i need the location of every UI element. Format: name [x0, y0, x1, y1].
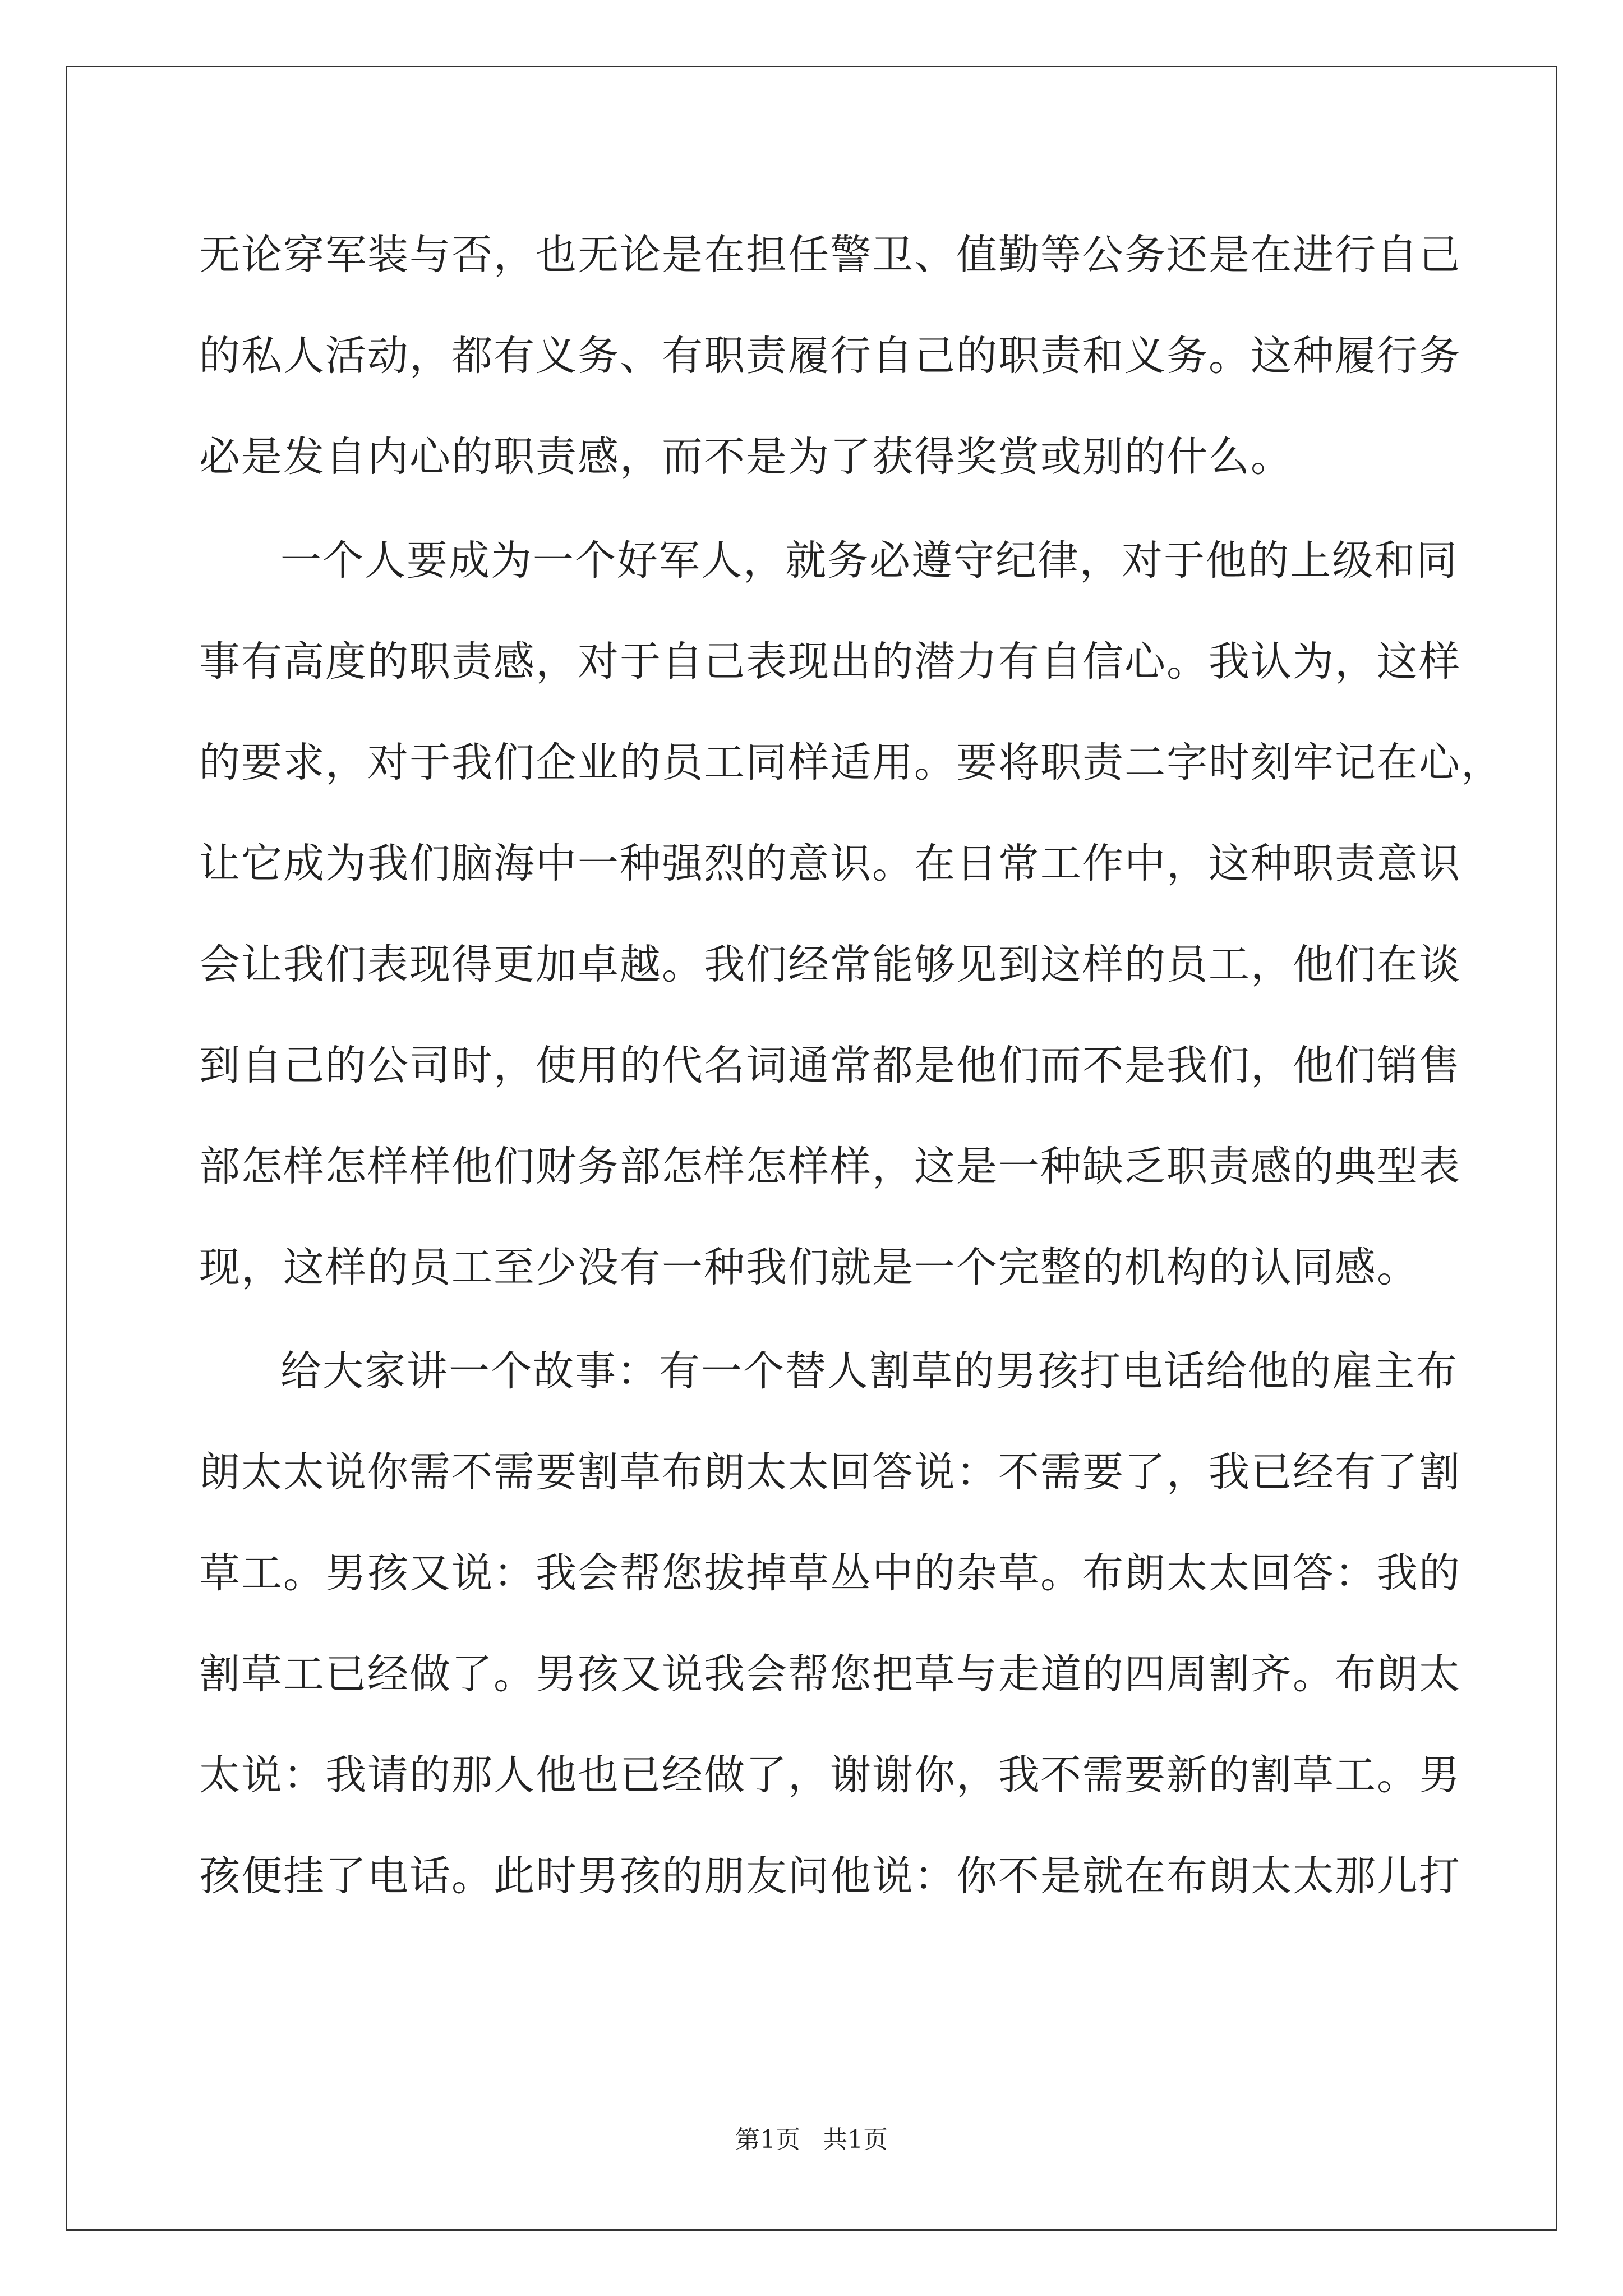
text-line: 必是发自内心的职责感，而不是为了获得奖赏或别的什么。: [199, 433, 1293, 481]
page-footer: [0, 2123, 1623, 2157]
paragraph-start-line: 一个人要成为一个好军人，就务必遵守纪律，对于他的上级和同: [280, 537, 1458, 585]
text-line: 孩便挂了电话。此时男孩的朋友问他说：你不是就在布朗太太那儿打: [199, 1852, 1461, 1900]
text-line: 割草工已经做了。男孩又说我会帮您把草与走道的四周割齐。布朗太: [199, 1650, 1461, 1698]
text-line: 部怎样怎样样他们财务部怎样怎样样，这是一种缺乏职责感的典型表: [199, 1143, 1461, 1190]
text-line: 事有高度的职责感，对于自己表现出的潜力有自信心。我认为，这样: [199, 638, 1461, 685]
text-line: 无论穿军装与否，也无论是在担任警卫、值勤等公务还是在进行自己: [199, 231, 1461, 279]
text-line: 现，这样的员工至少没有一种我们就是一个完整的机构的认同感。: [199, 1244, 1419, 1291]
text-line: 的私人活动，都有义务、有职责履行自己的职责和义务。这种履行务: [199, 332, 1461, 380]
text-line: 的要求，对于我们企业的员工同样适用。要将职责二字时刻牢记在心，: [199, 739, 1503, 786]
text-line: 草工。男孩又说：我会帮您拔掉草丛中的杂草。布朗太太回答：我的: [199, 1549, 1461, 1597]
text-line: 让它成为我们脑海中一种强烈的意识。在日常工作中，这种职责意识: [199, 840, 1461, 887]
text-line: 会让我们表现得更加卓越。我们经常能够见到这样的员工，他们在谈: [199, 941, 1461, 988]
page-total: 共1页: [823, 2125, 888, 2154]
text-line: 到自己的公司时，使用的代名词通常都是他们而不是我们，他们销售: [199, 1042, 1461, 1089]
page-number: 第1页: [735, 2125, 800, 2154]
text-line: 太说：我请的那人他也已经做了，谢谢你，我不需要新的割草工。男: [199, 1751, 1461, 1799]
paragraph-start-line: 给大家讲一个故事：有一个替人割草的男孩打电话给他的雇主布: [280, 1347, 1458, 1395]
text-line: 朗太太说你需不需要割草布朗太太回答说：不需要了，我已经有了割: [199, 1448, 1461, 1496]
